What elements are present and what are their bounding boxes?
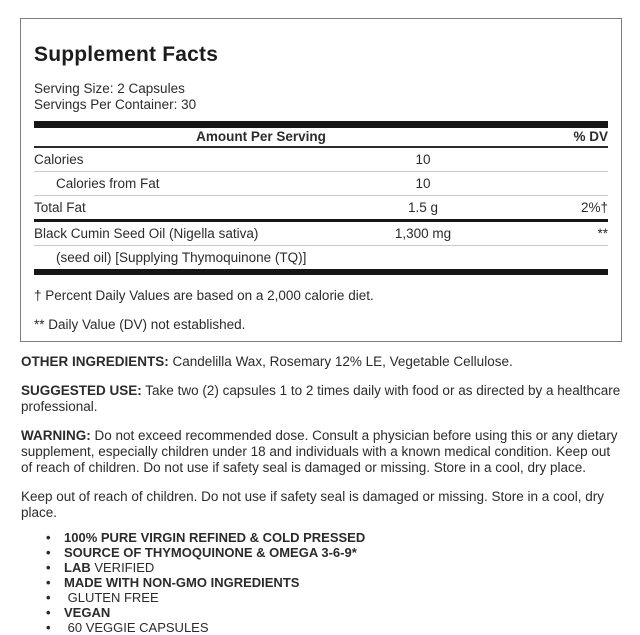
- table-row: [34, 246, 608, 269]
- row-amount: 1.5 g: [407, 200, 439, 215]
- row-dv: [508, 176, 608, 191]
- table-row: [34, 172, 608, 196]
- warning-label: WARNING:: [21, 428, 91, 443]
- keep-out-of-reach-paragraph: Keep out of reach of children. Do not use if safety seal is damaged or missing. Store in a cool, dry place.: [21, 489, 605, 520]
- list-item: [46, 560, 623, 575]
- row-amount: 1,300 mg: [394, 226, 452, 241]
- row-amount: 10: [415, 176, 431, 191]
- divider-bar-bottom: [34, 269, 608, 275]
- table-row: [34, 196, 608, 222]
- supplement-facts-title: Supplement Facts: [34, 43, 219, 66]
- table-row: [34, 148, 608, 172]
- header-amount-per-serving: Amount Per Serving: [196, 129, 326, 144]
- bullet-text-bold: LAB: [64, 560, 91, 575]
- feature-bullet-list: [21, 530, 623, 635]
- bullet-text: VERIFIED: [94, 560, 155, 575]
- list-item: [46, 605, 623, 620]
- bullet-icon: •: [46, 575, 51, 590]
- list-item: [46, 620, 623, 635]
- bullet-text-bold: 100% PURE VIRGIN REFINED & COLD PRESSED: [64, 530, 366, 545]
- suggested-use-label: SUGGESTED USE:: [21, 383, 142, 398]
- bullet-text: 60 VEGGIE CAPSULES: [67, 620, 209, 635]
- warning-paragraph: [21, 428, 623, 476]
- bullet-text-bold: VEGAN: [64, 605, 111, 620]
- suggested-use-text: Take two (2) capsules 1 to 2 times daily with food or as directed by a healthcare professional.: [21, 383, 621, 414]
- list-item: [46, 530, 623, 545]
- bullet-icon: •: [46, 560, 51, 575]
- row-dv: **: [597, 226, 608, 241]
- bullet-text-bold: MADE WITH NON-GMO INGREDIENTS: [64, 575, 300, 590]
- bullet-icon: •: [46, 590, 51, 605]
- bullet-icon: •: [46, 620, 51, 635]
- header-percent-dv: % DV: [573, 129, 608, 144]
- footnote-daily-values: † Percent Daily Values are based on a 2,000 calorie diet.: [34, 288, 374, 303]
- serving-size: Serving Size: 2 Capsules: [34, 81, 185, 96]
- row-dv: [508, 250, 608, 265]
- bullet-icon: •: [46, 530, 51, 545]
- table-header-row: [34, 128, 608, 148]
- row-label: Calories: [34, 152, 84, 167]
- supplement-facts-panel: [20, 18, 622, 342]
- bullet-text-bold: SOURCE OF THYMOQUINONE & OMEGA 3-6-9*: [64, 545, 357, 560]
- row-label: Black Cumin Seed Oil (Nigella sativa): [34, 226, 259, 241]
- row-dv: 2%†: [580, 200, 608, 215]
- other-ingredients-label: OTHER INGREDIENTS:: [21, 354, 169, 369]
- other-ingredients-text: Candelilla Wax, Rosemary 12% LE, Vegetable Cellulose.: [172, 354, 513, 369]
- row-label: Total Fat: [34, 200, 86, 215]
- bullet-text: GLUTEN FREE: [67, 590, 159, 605]
- servings-per-container: Servings Per Container: 30: [34, 97, 197, 112]
- row-label: (seed oil) [Supplying Thymoquinone (TQ)]: [56, 250, 307, 265]
- list-item: [46, 575, 623, 590]
- row-label: Calories from Fat: [56, 176, 160, 191]
- suggested-use-paragraph: [21, 383, 623, 415]
- row-amount: 10: [415, 152, 431, 167]
- bullet-icon: •: [46, 545, 51, 560]
- footnote-dv-not-established: ** Daily Value (DV) not established.: [34, 317, 246, 332]
- row-amount: [338, 250, 508, 265]
- table-row: [34, 222, 608, 246]
- other-ingredients-paragraph: [21, 354, 623, 370]
- divider-bar-top: [34, 121, 608, 128]
- row-dv: [508, 152, 608, 167]
- list-item: [46, 545, 623, 560]
- label-text-sections: [21, 354, 623, 635]
- warning-text: Do not exceed recommended dose. Consult a physician before using this or any dietary supplement, especially children under 18 and individuals with a known medical condition. Keep out of reach of children. Do not use if safety seal is damaged or missing. Store in a cool, dry place.: [21, 428, 618, 475]
- list-item: [46, 590, 623, 605]
- bullet-icon: •: [46, 605, 51, 620]
